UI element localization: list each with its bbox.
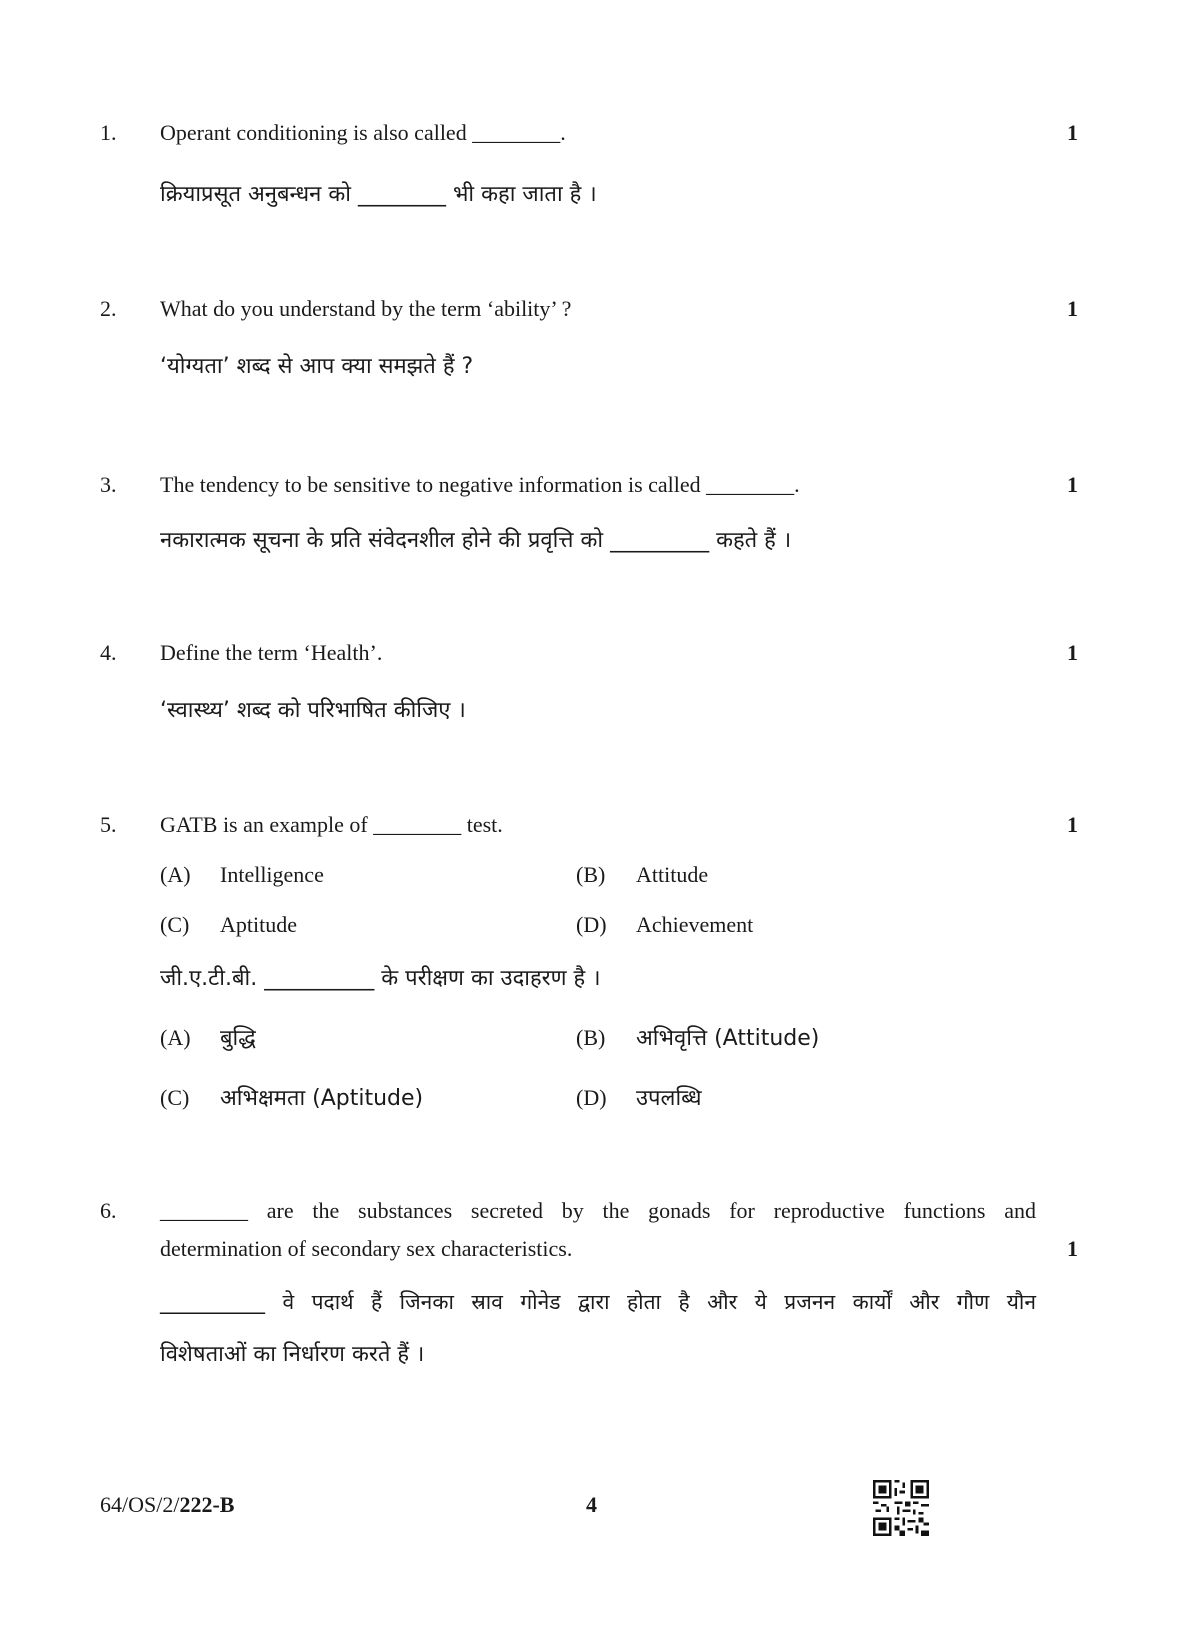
option-label: (D) <box>576 1085 607 1110</box>
option-label: (A) <box>160 862 191 887</box>
option-c-english <box>160 912 297 938</box>
option-label: (D) <box>576 912 607 937</box>
question-text-english: What do you understand by the term ‘ability’ ? <box>160 296 572 321</box>
option-text: बुद्धि <box>220 1026 256 1051</box>
question-number: 6. <box>100 1198 117 1223</box>
option-label: (B) <box>576 1025 606 1050</box>
option-text: Aptitude <box>220 912 297 937</box>
option-b-english <box>576 862 708 888</box>
option-d-english <box>576 912 753 938</box>
paper-code-set: 222-B <box>179 1492 235 1517</box>
question-text-hindi-line-1: __________ वे पदार्थ हैं जिनका स्राव गोनेड द्वारा होता है और ये प्रजनन कार्यों और गौण यौन <box>160 1290 1036 1314</box>
option-label: (C) <box>160 1085 190 1110</box>
option-label: (B) <box>576 862 606 887</box>
question-marks: 1 <box>1067 120 1078 145</box>
option-text: Attitude <box>636 862 709 887</box>
question-text-hindi: ‘योग्यता’ शब्द से आप क्या समझते हैं ? <box>160 354 474 379</box>
qr-code-icon <box>873 1480 929 1536</box>
option-c-hindi <box>160 1082 423 1112</box>
option-text: अभिवृत्ति (Attitude) <box>636 1026 820 1051</box>
question-number: 3. <box>100 472 117 497</box>
question-text-english: Define the term ‘Health’. <box>160 640 383 665</box>
question-marks: 1 <box>1067 640 1078 665</box>
page-number: 4 <box>586 1492 597 1517</box>
option-a-hindi <box>160 1022 256 1052</box>
question-text-hindi: ‘स्वास्थ्य’ शब्द को परिभाषित कीजिए । <box>160 698 466 723</box>
question-number: 4. <box>100 640 117 665</box>
option-text: Intelligence <box>220 862 324 887</box>
question-text-english: The tendency to be sensitive to negative information is called ________. <box>160 472 800 497</box>
paper-code-prefix: 64/OS/2/ <box>100 1492 180 1517</box>
option-b-hindi <box>576 1022 819 1052</box>
question-text-english-line-1: ________ are the substances secreted by the gonads for reproductive functions and <box>160 1198 1036 1223</box>
question-text-english-line-2: determination of secondary sex characteristics. <box>160 1236 573 1261</box>
option-label: (C) <box>160 912 190 937</box>
question-number: 1. <box>100 120 117 145</box>
question-text-hindi: नकारात्मक सूचना के प्रति संवेदनशील होने की प्रवृत्ति को _________ कहते हैं । <box>160 528 792 553</box>
question-number: 2. <box>100 296 117 321</box>
question-number: 5. <box>100 812 117 837</box>
question-text-hindi-line-2: विशेषताओं का निर्धारण करते हैं । <box>160 1342 425 1367</box>
paper-code <box>100 1492 234 1518</box>
question-text-english: GATB is an example of ________ test. <box>160 812 503 837</box>
question-marks: 1 <box>1067 1236 1078 1261</box>
question-marks: 1 <box>1067 812 1078 837</box>
question-marks: 1 <box>1067 296 1078 321</box>
option-a-english <box>160 862 324 888</box>
question-text-english: Operant conditioning is also called ________. <box>160 120 566 145</box>
option-label: (A) <box>160 1025 191 1050</box>
question-marks: 1 <box>1067 472 1078 497</box>
question-text-hindi: जी.ए.टी.बी. __________ के परीक्षण का उदाहरण है । <box>160 966 601 991</box>
option-text: Achievement <box>636 912 754 937</box>
question-text-hindi: क्रियाप्रसूत अनुबन्धन को ________ भी कहा जाता है । <box>160 182 597 207</box>
option-text: उपलब्धि <box>636 1086 702 1111</box>
option-d-hindi <box>576 1082 702 1112</box>
option-text: अभिक्षमता (Aptitude) <box>220 1086 424 1111</box>
